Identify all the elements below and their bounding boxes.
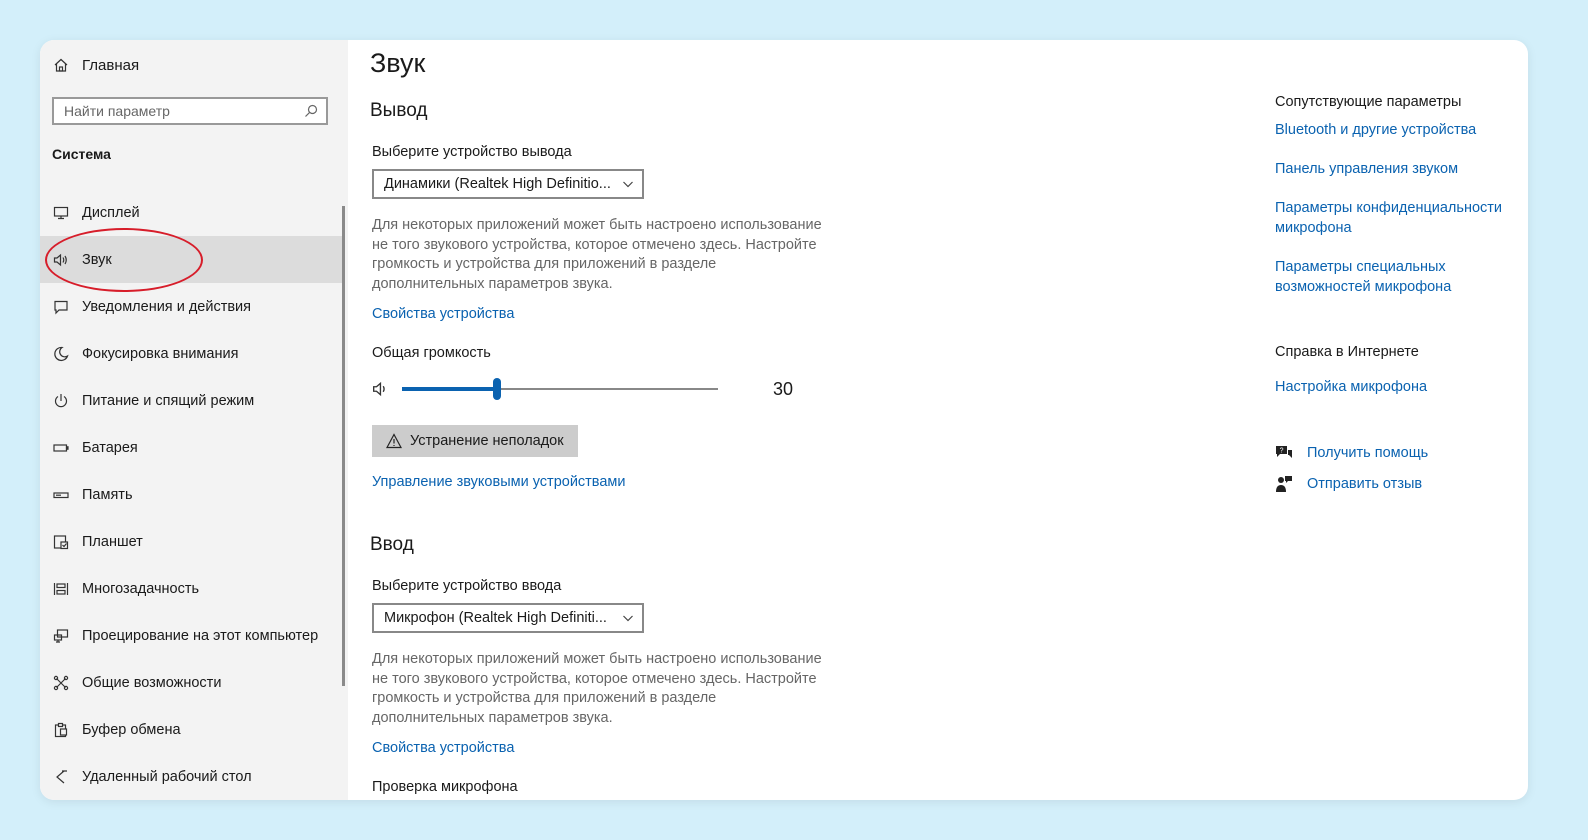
tablet-icon: [50, 531, 72, 553]
input-description: Для некоторых приложений может быть настроено использование не того звукового устройства, которое отмечено здесь. Настройте громкость и устройства для приложений в разделе дополнительных параметров звука.: [372, 651, 822, 726]
section-title: Система: [52, 146, 111, 162]
input-device-value: Микрофон (Realtek High Definiti...: [384, 610, 607, 626]
svg-text:?: ?: [1279, 447, 1284, 455]
output-description: Для некоторых приложений может быть настроено использование не того звукового устройства, которое отмечено здесь. Настройте громкость и устройства для приложений в разделе дополнительных параметров звука.: [372, 217, 822, 292]
sidebar-item-label: Многозадачность: [82, 580, 200, 597]
volume-label: Общая громкость: [372, 345, 491, 361]
input-device-properties-link[interactable]: Свойства устройства: [372, 740, 515, 756]
sidebar-item-sound[interactable]: [40, 236, 345, 283]
output-device-dropdown[interactable]: [372, 169, 644, 199]
warning-icon: [386, 433, 402, 449]
speaker-icon[interactable]: [372, 380, 390, 398]
sound-control-panel-link[interactable]: Панель управления звуком: [1275, 161, 1459, 177]
volume-value: 30: [773, 379, 794, 399]
monitor-icon: [50, 202, 72, 224]
sidebar-item-label: Питание и спящий режим: [82, 392, 255, 409]
sidebar-item-label: Фокусировка внимания: [82, 345, 239, 362]
microphone-setup-link[interactable]: Настройка микрофона: [1275, 379, 1428, 395]
output-heading: Вывод: [370, 100, 428, 121]
microphone-test-label: Проверка микрофона: [372, 779, 518, 795]
feedback-icon: [1275, 475, 1293, 493]
volume-slider-thumb[interactable]: [493, 378, 501, 400]
related-settings-heading: Сопутствующие параметры: [1275, 94, 1462, 110]
web-help-heading: Справка в Интернете: [1275, 344, 1419, 360]
notification-icon: [50, 296, 72, 318]
chevron-down-icon: [622, 178, 634, 190]
sidebar: [40, 40, 348, 800]
shared-experiences-icon: [50, 672, 72, 694]
send-feedback-label: Отправить отзыв: [1307, 476, 1423, 492]
output-device-value: Динамики (Realtek High Definitio...: [384, 176, 611, 192]
input-device-dropdown[interactable]: [372, 603, 644, 633]
home-icon: [50, 54, 72, 76]
sidebar-item-remote-desktop[interactable]: [40, 753, 345, 800]
sidebar-item-tablet[interactable]: [40, 518, 345, 565]
volume-slider-fill: [402, 387, 497, 391]
battery-icon: [50, 437, 72, 459]
settings-window: [40, 40, 1528, 800]
sidebar-item-shared[interactable]: [40, 659, 345, 706]
sidebar-item-label: Проецирование на этот компьютер: [82, 627, 319, 644]
sidebar-item-power[interactable]: [40, 377, 345, 424]
sidebar-item-label: Память: [82, 486, 133, 503]
output-select-label: Выберите устройство вывода: [372, 144, 572, 160]
search-icon[interactable]: [304, 104, 318, 118]
input-heading: Ввод: [370, 534, 414, 555]
sidebar-item-projecting[interactable]: [40, 612, 345, 659]
manage-sound-devices-link[interactable]: Управление звуковыми устройствами: [372, 474, 626, 490]
troubleshoot-label: Устранение неполадок: [410, 433, 564, 449]
moon-icon: [50, 343, 72, 365]
send-feedback-link[interactable]: [1275, 475, 1422, 493]
sidebar-nav: [40, 189, 345, 800]
clipboard-icon: [50, 719, 72, 741]
sidebar-item-label: Буфер обмена: [82, 721, 181, 738]
input-select-label: Выберите устройство ввода: [372, 578, 562, 594]
sidebar-item-label: Батарея: [82, 439, 138, 456]
bluetooth-devices-link[interactable]: Bluetooth и другие устройства: [1275, 122, 1477, 138]
get-help-link[interactable]: [1275, 444, 1428, 462]
search-box[interactable]: [52, 97, 328, 125]
sidebar-item-display[interactable]: [40, 189, 345, 236]
page-title: Звук: [370, 48, 426, 78]
multitasking-icon: [50, 578, 72, 600]
microphone-accessibility-link[interactable]: Параметры специальных возможностей микрофона: [1275, 259, 1452, 295]
power-icon: [50, 390, 72, 412]
sidebar-item-focus[interactable]: [40, 330, 345, 377]
sidebar-item-battery[interactable]: [40, 424, 345, 471]
sidebar-item-storage[interactable]: [40, 471, 345, 518]
troubleshoot-button[interactable]: [372, 425, 578, 457]
output-device-properties-link[interactable]: Свойства устройства: [372, 306, 515, 322]
microphone-privacy-link[interactable]: Параметры конфиденциальности микрофона: [1275, 200, 1503, 236]
home-button[interactable]: [50, 54, 139, 76]
sidebar-item-label: Звук: [82, 251, 112, 268]
volume-slider[interactable]: [402, 376, 718, 402]
sidebar-item-notifications[interactable]: [40, 283, 345, 330]
main-content: [370, 40, 1250, 800]
sidebar-item-label: Планшет: [82, 533, 143, 550]
search-input[interactable]: [64, 103, 284, 119]
sidebar-item-label: Удаленный рабочий стол: [82, 768, 252, 785]
sidebar-item-label: Уведомления и действия: [82, 298, 251, 315]
help-chat-icon: [1275, 444, 1293, 462]
home-label: Главная: [82, 56, 140, 74]
sidebar-item-label: Общие возможности: [82, 674, 222, 691]
sidebar-item-clipboard[interactable]: [40, 706, 345, 753]
sidebar-scrollbar[interactable]: [342, 206, 345, 686]
storage-icon: [50, 484, 72, 506]
projecting-icon: [50, 625, 72, 647]
sidebar-item-label: Дисплей: [82, 204, 140, 221]
remote-desktop-icon: [50, 766, 72, 788]
chevron-down-icon: [622, 612, 634, 624]
get-help-label: Получить помощь: [1307, 445, 1429, 461]
sidebar-item-multitasking[interactable]: [40, 565, 345, 612]
speaker-icon: [50, 249, 72, 271]
